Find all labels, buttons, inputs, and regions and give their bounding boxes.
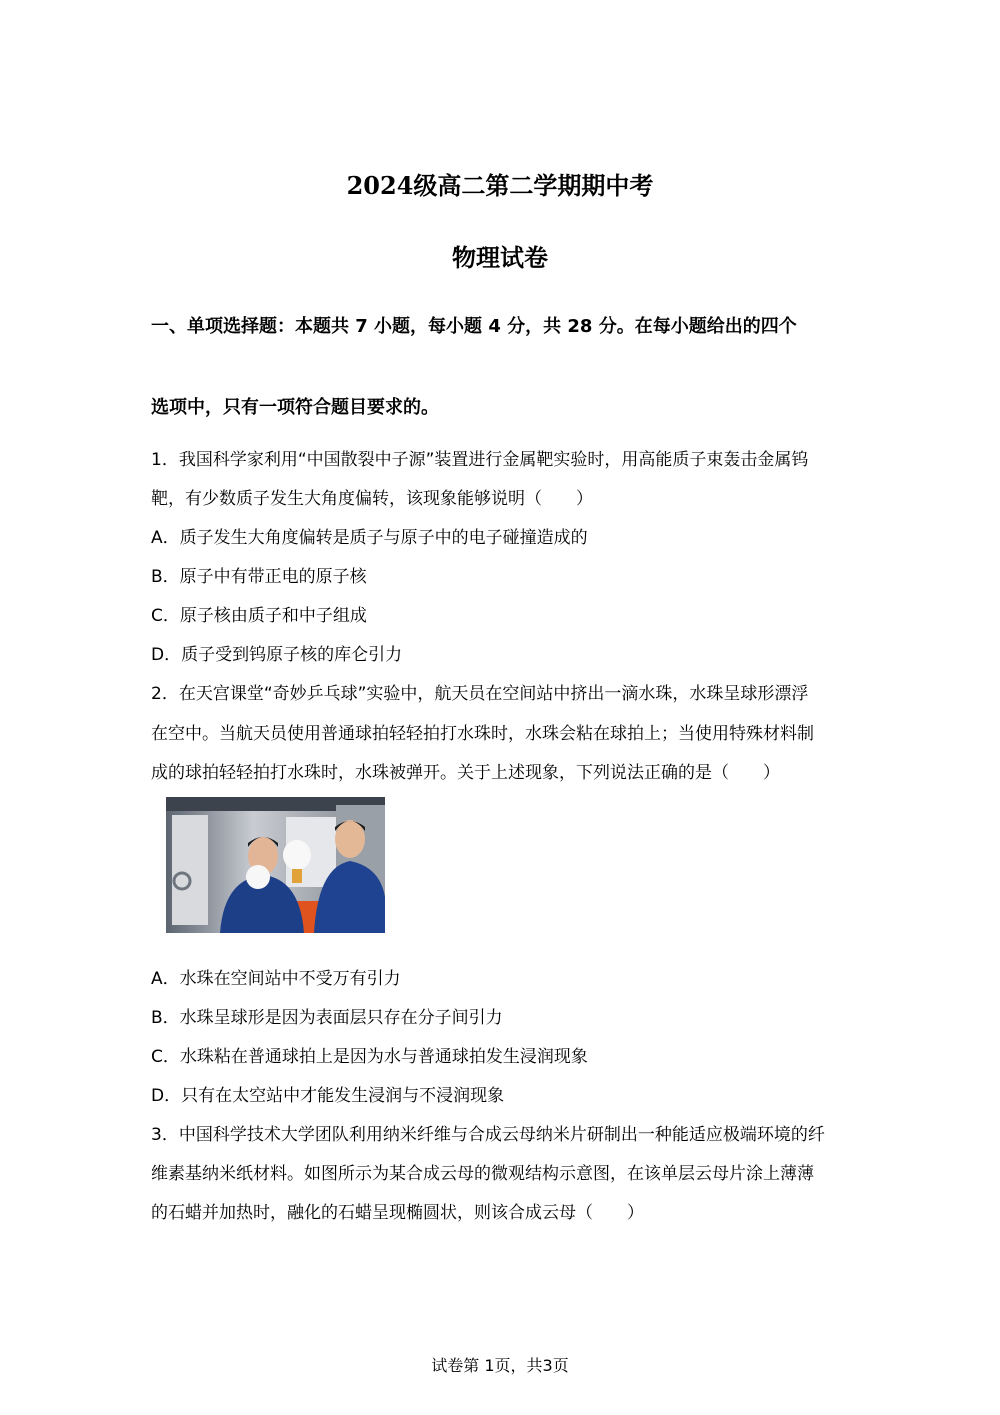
q1-option-c: C．原子核由质子和中子组成	[151, 606, 367, 626]
q2-stem-line-2: 在空中。当航天员使用普通球拍轻轻拍打水珠时，水珠会粘在球拍上；当使用特殊材料制	[151, 724, 814, 744]
exam-subtitle: 物理试卷	[452, 243, 548, 272]
q2-stem-line-1: 2．在天宫课堂“奇妙乒乓球”实验中，航天员在空间站中挤出一滴水珠，水珠呈球形漂浮	[151, 684, 809, 704]
q1-stem-line-1: 1．我国科学家利用“中国散裂中子源”装置进行金属靶实验时，用高能质子束轰击金属钨	[151, 450, 809, 470]
q1-option-b: B．原子中有带正电的原子核	[151, 567, 367, 587]
q1-option-d: D．质子受到钨原子核的库仑引力	[151, 645, 403, 665]
astronaut-photo	[166, 797, 385, 933]
q3-stem-line-2: 维素基纳米纸材料。如图所示为某合成云母的微观结构示意图，在该单层云母片涂上薄薄	[151, 1164, 814, 1184]
section-heading-line-1: 一、单项选择题：本题共 7 小题，每小题 4 分，共 28 分。在每小题给出的四个	[151, 316, 797, 337]
section-heading-line-2: 选项中，只有一项符合题目要求的。	[151, 397, 439, 418]
q1-option-a: A．质子发生大角度偏转是质子与原子中的电子碰撞造成的	[151, 528, 588, 548]
q2-option-d: D．只有在太空站中才能发生浸润与不浸润现象	[151, 1086, 505, 1106]
q2-option-c: C．水珠粘在普通球拍上是因为水与普通球拍发生浸润现象	[151, 1047, 588, 1067]
q3-stem-line-1: 3．中国科学技术大学团队利用纳米纤维与合成云母纳米片研制出一种能适应极端环境的纤	[151, 1125, 825, 1145]
exam-title: 2024级高二第二学期期中考	[346, 171, 654, 200]
q1-stem-line-2: 靶，有少数质子发生大角度偏转，该现象能够说明（ ）	[151, 489, 593, 509]
q3-stem-line-3: 的石蜡并加热时，融化的石蜡呈现椭圆状，则该合成云母（ ）	[151, 1203, 644, 1223]
astronaut-photo-image	[166, 797, 385, 933]
q2-stem-line-3: 成的球拍轻轻拍打水珠时，水珠被弹开。关于上述现象，下列说法正确的是（ ）	[151, 763, 780, 783]
q2-option-b: B．水珠呈球形是因为表面层只存在分子间引力	[151, 1008, 503, 1028]
page-footer: 试卷第 1页，共3页	[431, 1356, 569, 1375]
q2-option-a: A．水珠在空间站中不受万有引力	[151, 969, 401, 989]
